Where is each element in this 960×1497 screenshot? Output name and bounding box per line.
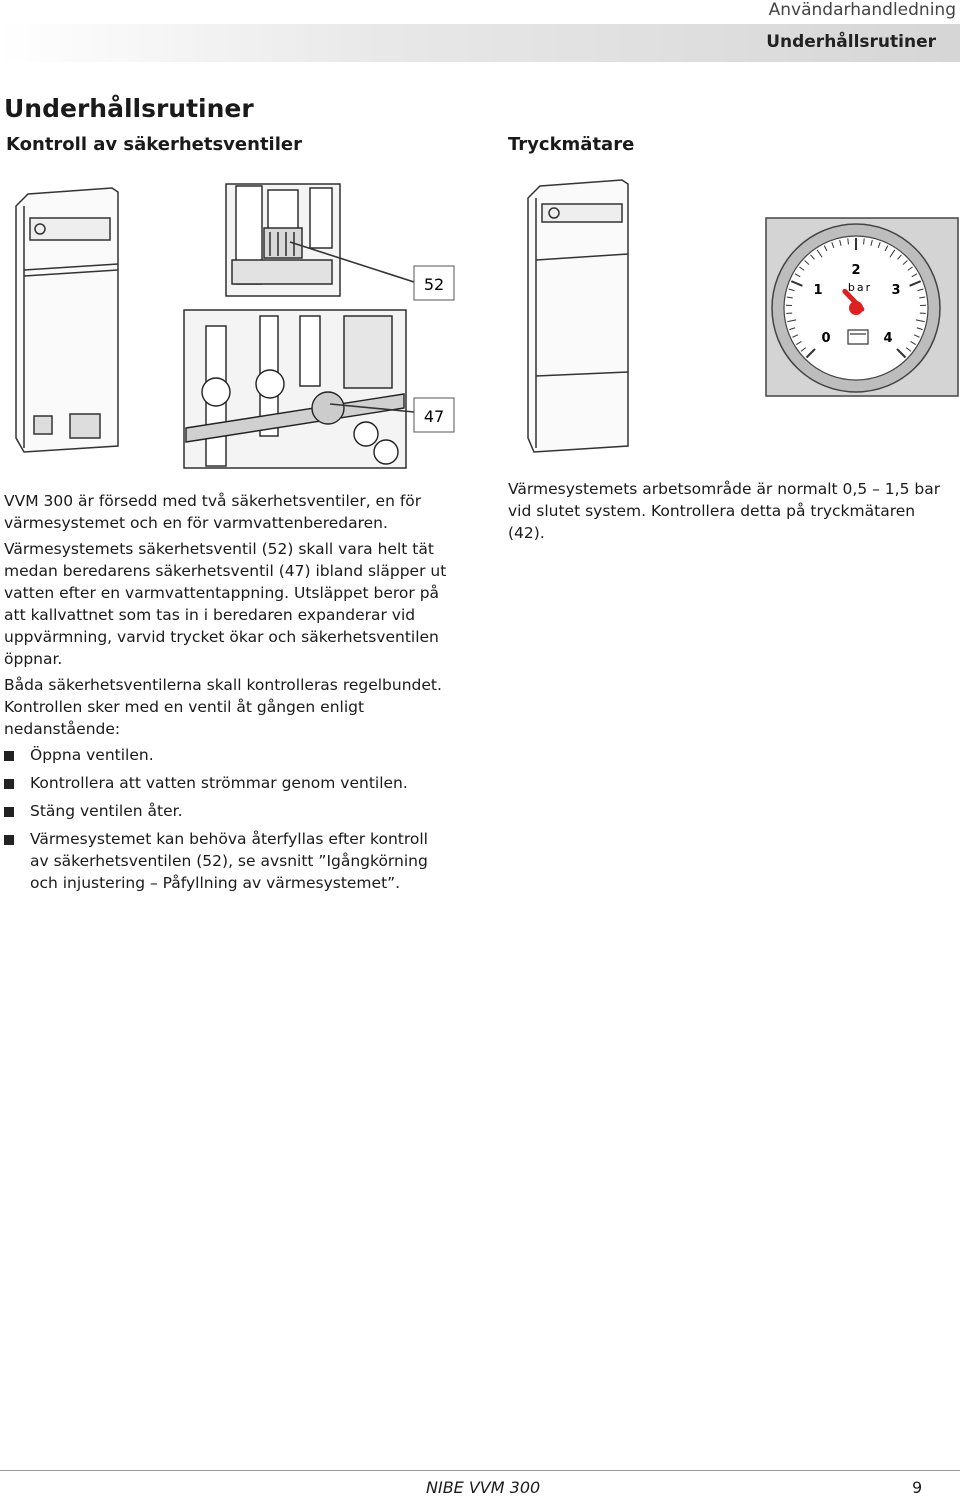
paragraph-check-routine: Båda säkerhetsventilerna skall kontrolleras regelbundet. Kontrollen sker med en ventil åt gången enligt nedanstående: [4, 674, 450, 740]
subtitle-pressure-gauge: Tryckmätare [508, 134, 634, 155]
list-item [4, 800, 450, 822]
header-section: Underhållsrutiner [766, 32, 936, 52]
paragraph-intro: VVM 300 är försedd med två säkerhetsventiler, en för värmesystemet och en för varmvattenberedaren. [4, 490, 450, 534]
callout-52-label: 52 [424, 275, 444, 294]
gauge-hub [849, 301, 863, 315]
subtitle-safety-valves: Kontroll av säkerhetsventiler [6, 134, 302, 155]
valve-47-detail [184, 310, 414, 468]
gauge-tick-label-2: 2 [851, 263, 860, 278]
page-number: 9 [912, 1478, 922, 1497]
valve-52-detail [226, 184, 414, 296]
paragraph-valve-behaviour: Värmesystemets säkerhetsventil (52) skall vara helt tät medan beredarens säkerhetsventil (47) ibland släpper ut vatten efter en varmvattentappning. Utsläppet beror på att kallvattnet som tas in i beredaren expanderar vid uppvärmning, varvid trycket ökar och säkerhetsventilen öppnar. [4, 538, 450, 670]
list-item [4, 828, 450, 894]
pressure-gauge-figure [500, 176, 960, 476]
gauge-unit-label: bar [848, 281, 872, 294]
list-item-text: Stäng ventilen åter. [30, 802, 183, 820]
gauge-tick-label-3: 3 [891, 283, 900, 298]
list-item [4, 772, 450, 794]
list-item-text: Kontrollera att vatten strömmar genom ventilen. [30, 774, 408, 792]
bullet-square-icon [4, 835, 14, 845]
right-body [508, 478, 956, 548]
check-steps-list [4, 744, 450, 894]
bullet-square-icon [4, 751, 14, 761]
safety-valve-figure [0, 176, 460, 476]
list-item-text: Värmesystemet kan behöva återfyllas efter kontroll av säkerhetsventilen (52), se avsnitt ”Igångkörning och injustering – Påfyllning av värmesystemet”. [30, 830, 428, 892]
gauge-tick-label-4: 4 [883, 331, 892, 346]
vvm-cabinet-illustration [16, 188, 118, 452]
list-item-text: Öppna ventilen. [30, 746, 154, 764]
header-band [0, 24, 960, 62]
bullet-square-icon [4, 807, 14, 817]
vvm-cabinet-illustration-right [528, 180, 628, 452]
gauge-tick-label-0: 0 [821, 331, 830, 346]
paragraph-operating-range: Värmesystemets arbetsområde är normalt 0,5 – 1,5 bar vid slutet system. Kontrollera detta på tryckmätaren (42). [508, 478, 956, 544]
gauge-tick [848, 238, 849, 244]
page-title: Underhållsrutiner [4, 94, 254, 123]
header-doc-type: Användarhandledning [769, 0, 956, 20]
gauge-tick [864, 238, 865, 244]
callout-47-label: 47 [424, 407, 444, 426]
gauge-tick-label-1: 1 [813, 283, 822, 298]
left-body [4, 490, 450, 900]
footer-divider [0, 1470, 960, 1471]
bullet-square-icon [4, 779, 14, 789]
list-item [4, 744, 450, 766]
footer-product: NIBE VVM 300 [426, 1478, 540, 1497]
